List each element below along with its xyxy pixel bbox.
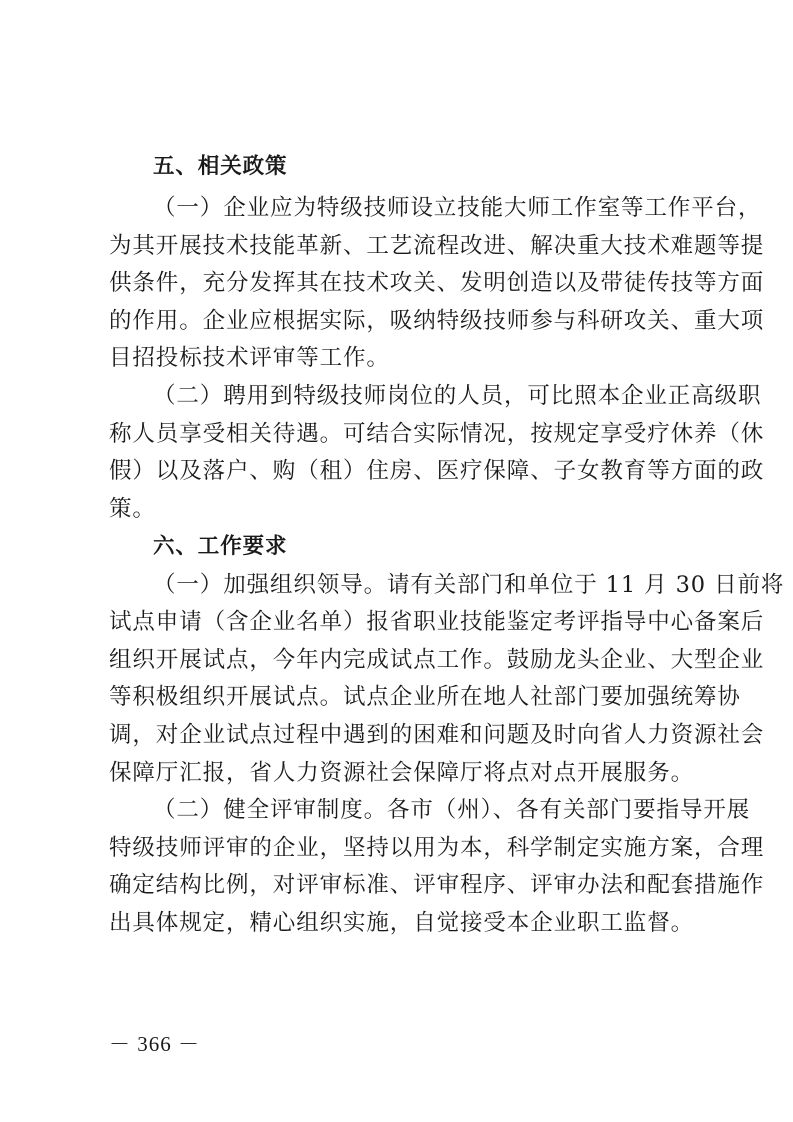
paragraph-line: 保障厅汇报，省人力资源社会保障厅将点对点开展服务。 xyxy=(109,760,695,786)
paragraph-line: （二）聘用到特级技师岗位的人员，可比照本企业正高级职 xyxy=(153,383,762,409)
section-heading-related-policies: 五、相关政策 xyxy=(153,154,288,179)
paragraph-line: 出具体规定，精心组织实施，自觉接受本企业职工监督。 xyxy=(109,910,695,936)
paragraph-line: 特级技师评审的企业，坚持以用为本，科学制定实施方案，合理 xyxy=(109,835,765,861)
paragraph-line: 的作用。企业应根据实际，吸纳特级技师参与科研攻关、重大项 xyxy=(109,308,765,334)
paragraph-line: （一）企业应为特级技师设立技能大师工作室等工作平台， xyxy=(153,195,762,221)
paragraph-line: 目招投标技术评审等工作。 xyxy=(109,345,390,371)
paragraph-line: 调，对企业试点过程中遇到的困难和问题及时向省人力资源社会 xyxy=(109,722,765,748)
paragraph-line: （一）加强组织领导。请有关部门和单位于 11 月 30 日前将 xyxy=(153,572,785,598)
paragraph-line: 称人员享受相关待遇。可结合实际情况，按规定享受疗休养（休 xyxy=(109,421,765,447)
paragraph-line: 试点申请（含企业名单）报省职业技能鉴定考评指导中心备案后 xyxy=(109,609,765,635)
paragraph-line: 组织开展试点，今年内完成试点工作。鼓励龙头企业、大型企业 xyxy=(109,647,765,673)
page-number: － 366 － xyxy=(109,1032,200,1056)
paragraph-line: 策。 xyxy=(109,496,156,522)
paragraph-line: 确定结构比例，对评审标准、评审程序、评审办法和配套措施作 xyxy=(109,872,765,898)
paragraph-line: 供条件，充分发挥其在技术攻关、发明创造以及带徒传技等方面 xyxy=(109,270,765,296)
section-heading-work-requirements: 六、工作要求 xyxy=(153,534,288,559)
paragraph-line: 为其开展技术技能革新、工艺流程改进、解决重大技术难题等提 xyxy=(109,233,765,259)
paragraph-line: 假）以及落户、购（租）住房、医疗保障、子女教育等方面的政 xyxy=(109,458,765,484)
paragraph-line: （二）健全评审制度。各市（州）、各有关部门要指导开展 xyxy=(153,797,751,823)
paragraph-line: 等积极组织开展试点。试点企业所在地人社部门要加强统筹协 xyxy=(109,684,741,710)
